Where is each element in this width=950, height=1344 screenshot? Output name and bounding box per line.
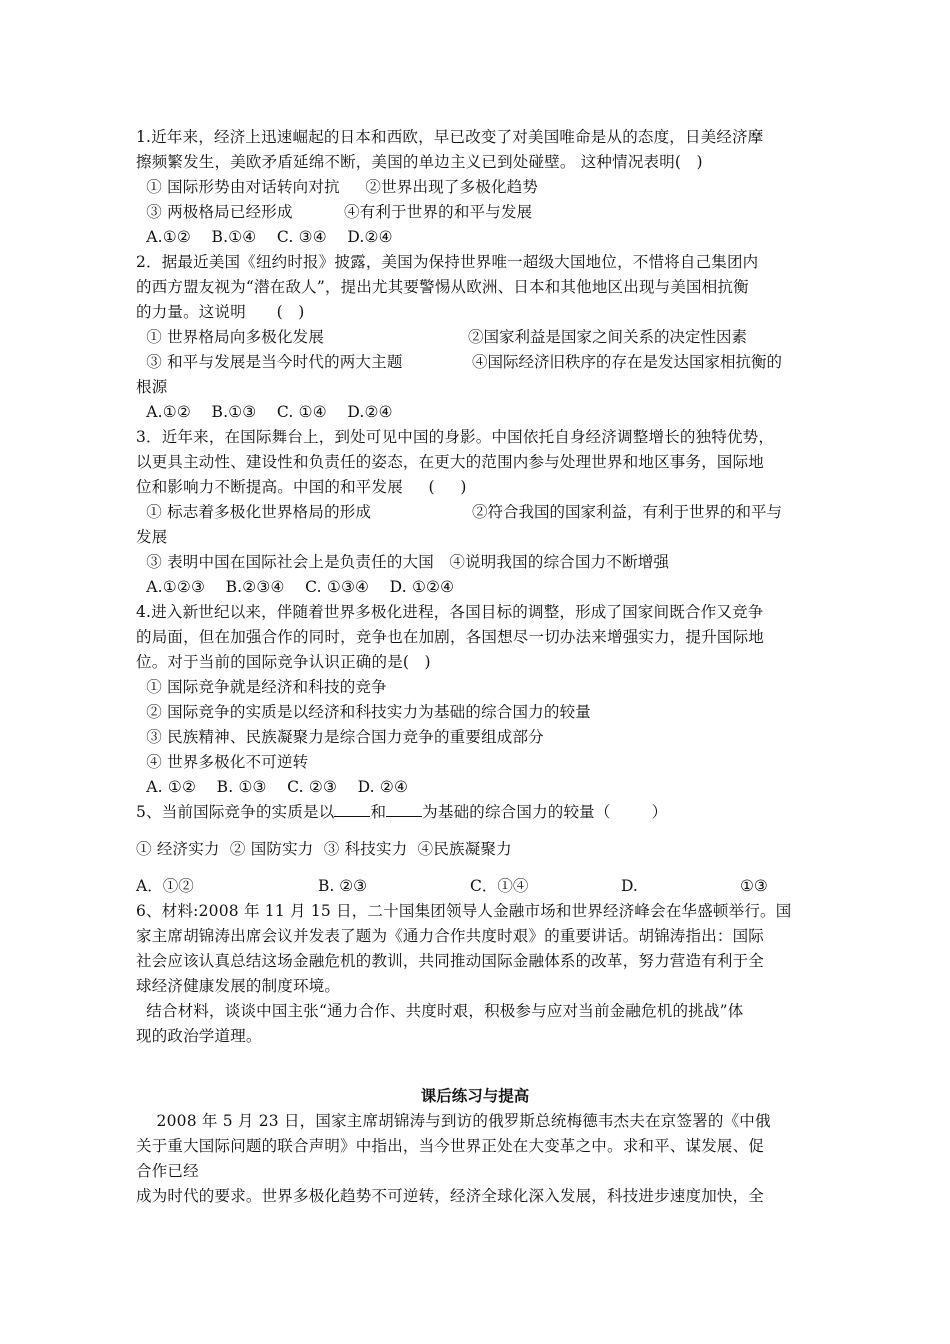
q5-stem-post: 为基础的综合国力的较量（ ） <box>422 803 668 821</box>
q5-stem <box>136 802 667 822</box>
q5-choice-b: B. ②③ <box>318 877 368 895</box>
q3-line-1: 3．近年来，在国际舞台上，到处可见中国的身影。中国依托自身经济调整增长的独特优势， <box>136 428 775 446</box>
q2-option-4: ④国际经济旧秩序的存在是发达国家相抗衡的 <box>472 353 783 371</box>
q5-options: ① 经济实力 ② 国防实力 ③ 科技实力 ④民族凝聚力 <box>136 840 512 858</box>
q5-choice-a: A．①② <box>136 877 194 895</box>
q2-option-3: ③ 和平与发展是当今时代的两大主题 <box>136 353 403 371</box>
q4-option-1: ① 国际竞争就是经济和科技的竞争 <box>136 678 387 696</box>
q4-answer-choices: A. ①② B. ①③ C. ②③ D. ②④ <box>136 778 409 796</box>
section-line-3: 合作已经 <box>136 1162 199 1180</box>
q3-line-2: 以更具主动性、建设性和负责任的姿态，在更大的范围内参与处理世界和地区事务，国际地 <box>136 453 765 471</box>
q5-choice-d-value: ①③ <box>740 877 768 895</box>
q1-line-2: 擦频繁发生，美欧矛盾延绵不断，美国的单边主义已到处碰壁。 这种情况表明( ) <box>136 153 703 171</box>
q3-option-row-2: ③ 表明中国在国际社会上是负责任的大国 ④说明我国的综合国力不断增强 <box>136 553 670 571</box>
q1-line-1: 1.近年来，经济上迅速崛起的日本和西欧，早已改变了对美国唯命是从的态度，日美经济摩 <box>136 128 764 146</box>
q2-line-1: 2．据最近美国《纽约时报》披露，美国为保持世界唯一超级大国地位，不惜将自己集团内 <box>136 253 759 271</box>
q3-answer-choices: A.①②③ B.②③④ C. ①③④ D. ①②④ <box>136 578 455 596</box>
section-line-1: 2008 年 5 月 23 日，国家主席胡锦涛与到访的俄罗斯总统梅德韦杰夫在京签署的《中俄 <box>136 1112 771 1130</box>
q2-option-1: ① 世界格局向多极化发展 <box>136 328 325 346</box>
q2-option-2: ②国家利益是国家之间关系的决定性因素 <box>468 328 748 346</box>
section-line-4: 成为时代的要求。世界多极化趋势不可逆转，经济全球化深入发展，科技进步速度加快，全 <box>136 1187 765 1205</box>
q6-line-3: 社会应该认真总结这场金融危机的教训，共同推动国际金融体系的改革，努力营造有利于全 <box>136 952 765 970</box>
q5-stem-pre: 5、当前国际竞争的实质是以 <box>136 803 335 821</box>
q5-choice-d: D. <box>621 877 638 895</box>
q2-line-2: 的西方盟友视为“潜在敌人”，提出尤其要警惕从欧洲、日本和其他地区出现与美国相抗衡 <box>136 278 749 296</box>
q1-option-row-2: ③ 两极格局已经形成 ④有利于世界的和平与发展 <box>136 203 533 221</box>
q6-line-2: 家主席胡锦涛出席会议并发表了题为《通力合作共度时艰》的重要讲话。胡锦涛指出：国际 <box>136 927 765 945</box>
q4-line-2: 的局面，但在加强合作的同时，竞争也在加剧，各国想尽一切办法来增强实力，提升国际地 <box>136 628 765 646</box>
q3-line-3: 位和影响力不断提高。中国的和平发展 ( ) <box>136 478 467 496</box>
q4-line-1: 4.进入新世纪以来，伴随着世界多极化进程，各国目标的调整，形成了国家间既合作又竞争 <box>136 603 764 621</box>
q5-blank-1[interactable] <box>334 802 370 817</box>
section-title: 课后练习与提高 <box>420 1086 530 1105</box>
q3-option-2-cont: 发展 <box>136 528 168 546</box>
q3-option-2: ②符合我国的国家利益，有利于世界的和平与 <box>472 503 783 521</box>
q5-stem-mid: 和 <box>370 803 387 821</box>
q1-answer-choices: A.①② B.①④ C. ③④ D.②④ <box>136 228 393 246</box>
q2-line-3: 的力量。这说明 ( ) <box>136 303 305 321</box>
q4-option-2: ② 国际竞争的实质是以经济和科技实力为基础的综合国力的较量 <box>136 703 591 721</box>
q4-option-4: ④ 世界多极化不可逆转 <box>136 753 309 771</box>
section-line-2: 关于重大国际问题的联合声明》中指出，当今世界正处在大变革之中。求和平、谋发展、促 <box>136 1137 765 1155</box>
q4-option-3: ③ 民族精神、民族凝聚力是综合国力竞争的重要组成部分 <box>136 728 544 746</box>
q2-option-4-cont: 根源 <box>136 378 168 396</box>
q6-line-5: 结合材料，谈谈中国主张“通力合作、共度时艰，积极参与应对当前金融危机的挑战”体 <box>136 1002 744 1020</box>
q1-option-row-1: ① 国际形势由对话转向对抗 ②世界出现了多极化趋势 <box>136 178 539 196</box>
q2-answer-choices: A.①② B.①③ C. ①④ D.②④ <box>136 403 393 421</box>
q6-line-1: 6、材料:2008 年 11 月 15 日，二十国集团领导人金融市场和世界经济峰会在华盛顿举行。国 <box>136 902 792 920</box>
q3-option-1: ① 标志着多极化世界格局的形成 <box>136 503 372 521</box>
q6-line-4: 球经济健康发展的制度环境。 <box>136 977 341 995</box>
q6-line-6: 现的政治学道理。 <box>136 1027 262 1045</box>
q5-blank-2[interactable] <box>386 802 422 817</box>
q4-line-3: 位。对于当前的国际竞争认识正确的是( ) <box>136 653 431 671</box>
q5-choice-c: C．①④ <box>470 877 529 895</box>
